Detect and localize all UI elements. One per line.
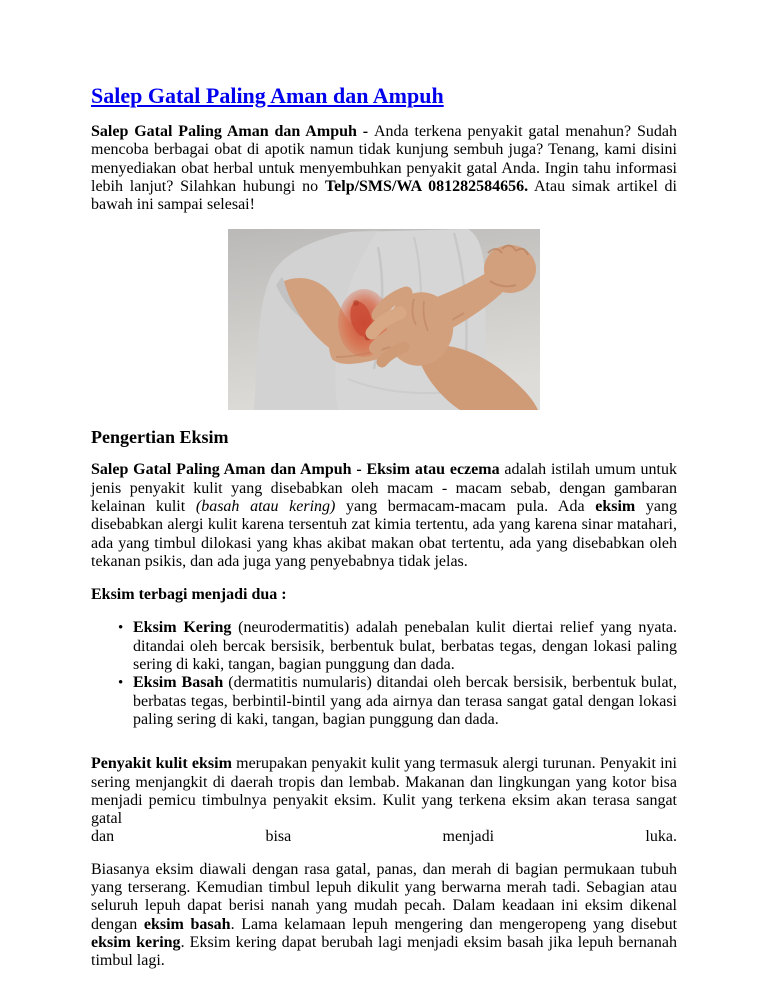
list-item-text: Eksim Kering (neurodermatitis) adalah penebalan kulit diertai relief yang nyata. ditandai oleh bercak bersisik, berbentuk bulat, berbatas tegas, dengan lokasi paling sering di kaki, tangan, bagian punggung dan dada. xyxy=(133,619,678,674)
intro-paragraph: Salep Gatal Paling Aman dan Ampuh - Anda terkena penyakit gatal menahun? Sudah mencoba berbagai obat di apotik namun tidak kunjung sembuh juga? Tenang, kami disini menyediakan obat herbal untuk menyembuhkan penyakit gatal Anda. Ingin tahu informasi lebih lanjut? Silahkan hubungi no Telp/SMS/WA 081282584656. Atau simak artikel di bawah ini sampai selesai! xyxy=(91,123,678,214)
article-image xyxy=(228,229,540,410)
list-heading: Eksim terbagi menjadi dua : xyxy=(91,586,287,604)
list-item-eksim-kering xyxy=(91,619,677,674)
clenched-fist xyxy=(484,245,536,293)
stretched-word: bisa xyxy=(265,828,292,846)
stretched-word: menjadi xyxy=(442,828,495,846)
section-heading-pengertian: Pengertian Eksim xyxy=(91,426,229,447)
pengertian-paragraph: Salep Gatal Paling Aman dan Ampuh - Eksim atau eczema adalah istilah umum untuk jenis penyakit kulit yang disebabkan oleh macam - macam sebab, dengan gambaran kelainan kulit (basah atau kering) yang bermacam-macam pula. Ada eksim yang disebabkan alergi kulit karena tersentuh zat kimia tertentu, ada yang karena sinar matahari, ada yang timbul dilokasi yang khas akibat makan obat tertentu, ada yang disebabkan oleh tekanan psikis, dan ada juga yang penyebabnya tidak jelas. xyxy=(91,461,678,570)
list-item-eksim-basah xyxy=(91,674,677,729)
bullet-icon: • xyxy=(118,620,124,637)
stretched-word: luka. xyxy=(645,828,677,846)
penyakit-last-line xyxy=(91,828,677,846)
list-item-text: Eksim Basah (dermatitis numularis) ditandai oleh bercak bersisik, berbentuk bulat, berbatas tegas, berbintil-bintil yang ada airnya dan terasa sangat gatal dengan lokasi paling sering di kaki, tangan, bagian punggung dan dada. xyxy=(133,674,678,728)
title-link[interactable]: Salep Gatal Paling Aman dan Ampuh xyxy=(91,83,444,108)
biasanya-paragraph: Biasanya eksim diawali dengan rasa gatal, panas, dan merah di bagian permukaan tubuh yang terserang. Kemudian timbul lepuh dikulit yang berwarna merah tadi. Sebagian atau seluruh lepuh dapat berisi nanah yang mudah pecah. Dalam keadaan ini eksim dikenal dengan eksim basah. Lama kelamaan lepuh mengering dan mengeropeng yang disebut eksim kering. Eksim kering dapat berubah lagi menjadi eksim basah jika lepuh bernanah timbul lagi. xyxy=(91,860,678,970)
itch-photo-illustration xyxy=(228,229,540,410)
penyakit-paragraph: Penyakit kulit eksim merupakan penyakit kulit yang termasuk alergi turunan. Penyakit ini sering menjangkit di daerah tropis dan lembab. Makanan dan lingkungan yang kotor bisa menjadi pemicu timbulnya penyakit eksim. Kulit yang terkena eksim akan terasa sangat gatal xyxy=(91,755,677,828)
bullet-icon: • xyxy=(118,675,124,692)
stretched-word: dan xyxy=(91,828,115,846)
eksim-type-list xyxy=(91,619,677,729)
